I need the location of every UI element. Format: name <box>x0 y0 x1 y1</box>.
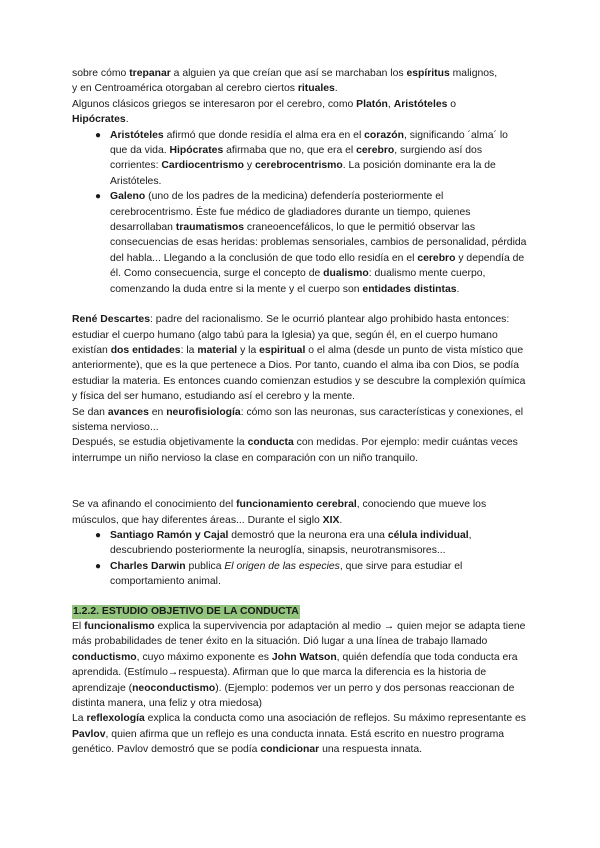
text-run: explica la conducta como una asociación de reflejos. Su máximo representante es <box>144 713 526 725</box>
bold-run: funcionamiento cerebral <box>236 499 357 511</box>
bold-run: neoconductismo <box>132 682 216 694</box>
bullet-darwin <box>90 559 528 590</box>
text-run: y dependía de él. Como consecuencia, surge el concepto de <box>110 252 525 280</box>
bold-run: traumatismos <box>175 222 244 234</box>
bullet-dot-icon: ● <box>95 529 102 541</box>
text-run: ). (Ejemplo: podemos ver un perro y dos personas reaccionan de distinta manera, una feliz y otra miedosa) <box>72 682 515 710</box>
bold-run: corazón <box>364 129 404 141</box>
bold-run: célula individual <box>387 529 469 541</box>
bold-run: conductismo <box>72 651 137 663</box>
section-heading: 1.2.2. ESTUDIO OBJETIVO DE LA CONDUCTA <box>73 605 299 617</box>
italic-run: El origen de las especies <box>224 560 340 572</box>
text-run: , cuyo máximo exponente es <box>136 651 272 663</box>
bold-run: avances <box>107 406 149 418</box>
text-run: o el alma (desde un punto de vista místico que anteriormente), que es la que pertenece a Dios. Por tanto, cuando el alma iba con Dios, se podía estudiar la materia. Es entonces cuando comienzan estudios y se descubre la complexión química y física del ser humano, estudiando así el cerebro y la mente. <box>72 344 526 403</box>
text-run: : cómo son las neuronas, sus características y conexiones, el sistema nervioso... <box>72 406 524 433</box>
text-run: en <box>148 406 167 418</box>
bold-run: John Watson <box>271 651 337 663</box>
bold-run: cerebro <box>417 252 456 264</box>
text-run: : la <box>180 344 198 356</box>
xix-bullet-list <box>90 528 528 590</box>
bold-run: René Descartes <box>72 314 150 326</box>
bold-run: Aristóteles <box>110 129 164 141</box>
intro-line-3: Algunos clásicos griegos se interesaron por el cerebro, como Platón, Aristóteles o <box>72 98 457 110</box>
bold-run: Pavlov <box>72 728 106 740</box>
bold-run: Hipócrates <box>169 145 224 157</box>
bold-run: funcionalismo <box>84 621 155 632</box>
text-run: . <box>339 514 343 526</box>
bold-run: Galeno <box>110 191 146 203</box>
bold-run: reflexología <box>86 713 145 725</box>
bullet-ramon-y-cajal <box>90 528 528 559</box>
bullet-text <box>110 561 462 587</box>
bold-run: cerebrocentrismo <box>254 160 343 172</box>
text-run: y <box>243 160 255 172</box>
intro-line-1: sobre cómo trepanar a alguien ya que creían que así se marchaban los espíritus malignos, <box>72 68 498 79</box>
conducta-paragraph <box>72 435 528 466</box>
bold-run: condicionar <box>260 744 320 756</box>
intro-line-4: Hipócrates. <box>72 114 129 126</box>
text-run: una respuesta innata. <box>319 744 423 756</box>
bold-run: Charles Darwin <box>110 560 186 572</box>
text-run: y la <box>237 344 260 356</box>
funcionamiento-cerebral-paragraph <box>72 497 528 528</box>
text-run: : dualismo mente cuerpo, comenzando la duda entre si la mente y el cuerpo son <box>110 268 486 295</box>
bullet-text <box>110 130 508 187</box>
bold-run: cerebro <box>356 145 395 157</box>
bold-run: Cardiocentrismo <box>161 160 244 172</box>
bullet-text <box>110 530 472 556</box>
greek-bullet-list <box>90 128 528 297</box>
text-run: , descubriendo posteriormente la neuroglía, sinapsis, neurotransmisores... <box>110 529 472 557</box>
text-run: . La posición dominante era la de Aristóteles. <box>110 160 496 187</box>
bullet-text <box>110 191 526 294</box>
intro-line-2: y en Centroamérica otorgaban al cerebro ciertos rituales. <box>72 83 338 95</box>
text-run: , conociendo que mueve los músculos, que hay diferentes áreas... Durante el siglo <box>72 499 487 526</box>
text-run: , que sirve para estudiar el comportamiento animal. <box>110 560 463 588</box>
text-run: : padre del racionalismo. Se le ocurrió plantear algo prohibido hasta entonces: estudiar el cuerpo humano (algo tabú para la Iglesia) ya que, según él, en el cuerpo humano existían <box>72 314 510 356</box>
bold-run: entidades distintas <box>362 283 457 295</box>
bold-run: XIX <box>322 514 340 526</box>
bold-run: espiritual <box>259 344 306 356</box>
bullet-dot-icon: ● <box>95 129 102 141</box>
bullet-aristoteles <box>90 128 528 190</box>
bullet-galeno <box>90 189 528 297</box>
text-run: demostró que la neurona era una <box>228 529 388 541</box>
text-run: con medidas. Por ejemplo: medir cuántas veces interrumpe un niño nervioso la clase en comparación con un niño tranquilo. <box>72 437 518 464</box>
text-run: craneoencefálicos, lo que le permitió observar las consecuencias de esas heridas: problemas sensoriales, cambios de personalidad, pérdida del habla... Llegando a la conclusión de que todo ello residía en el <box>110 222 527 264</box>
bold-run: Santiago Ramón y Cajal <box>110 529 229 541</box>
bullet-dot-icon: ● <box>95 191 102 203</box>
document-page <box>72 66 528 758</box>
text-run: . <box>456 283 460 295</box>
text-run: , quién defendía que toda conducta era aprendida. (Estímulo→respuesta). Afirman que lo que marca la diferencia es la historia de aprendizaje ( <box>72 651 518 694</box>
text-run: explica la supervivencia por adaptación al medio → quien mejor se adapta tiene más probabilidades de tener éxito en la situación. Dió lugar a una línea de trabajo llamado <box>72 621 526 648</box>
funcionalismo-paragraph <box>72 619 528 711</box>
text-run: La <box>72 713 87 725</box>
descartes-paragraph <box>72 312 528 404</box>
text-run: , significando ´alma´ lo que da vida. <box>110 129 508 157</box>
reflexologia-paragraph <box>72 711 528 757</box>
text-run: Se va afinando el conocimiento del <box>72 499 237 511</box>
text-run: Se dan <box>72 406 108 418</box>
text-run: Después, se estudia objetivamente la <box>72 437 248 449</box>
text-run: El <box>72 621 85 632</box>
bullet-dot-icon: ● <box>95 560 102 572</box>
bold-run: conducta <box>247 437 294 449</box>
text-run: (uno de los padres de la medicina) defendería posteriormente el cerebrocentrismo. Éste fue médico de gladiadores durante un tiempo, quienes desarrollaban <box>110 191 471 234</box>
text-run: , quien afirma que un reflejo es una conducta innata. Está escrito en nuestro programa genético. Pavlov demostró que se podía <box>72 728 505 756</box>
text-run: publica <box>185 560 225 572</box>
text-run: afirmaba que no, que era el <box>223 145 357 157</box>
bold-run: neurofisiología <box>166 406 241 418</box>
text-run: afirmó que donde residía el alma era en el <box>163 129 365 141</box>
bold-run: dualismo <box>323 268 369 280</box>
section-heading-row <box>72 604 528 619</box>
neurofisiologia-paragraph <box>72 405 528 436</box>
text-run: , surgiendo así dos corrientes: <box>110 145 483 172</box>
bold-run: material <box>197 344 238 356</box>
bold-run: dos entidades <box>110 344 181 356</box>
